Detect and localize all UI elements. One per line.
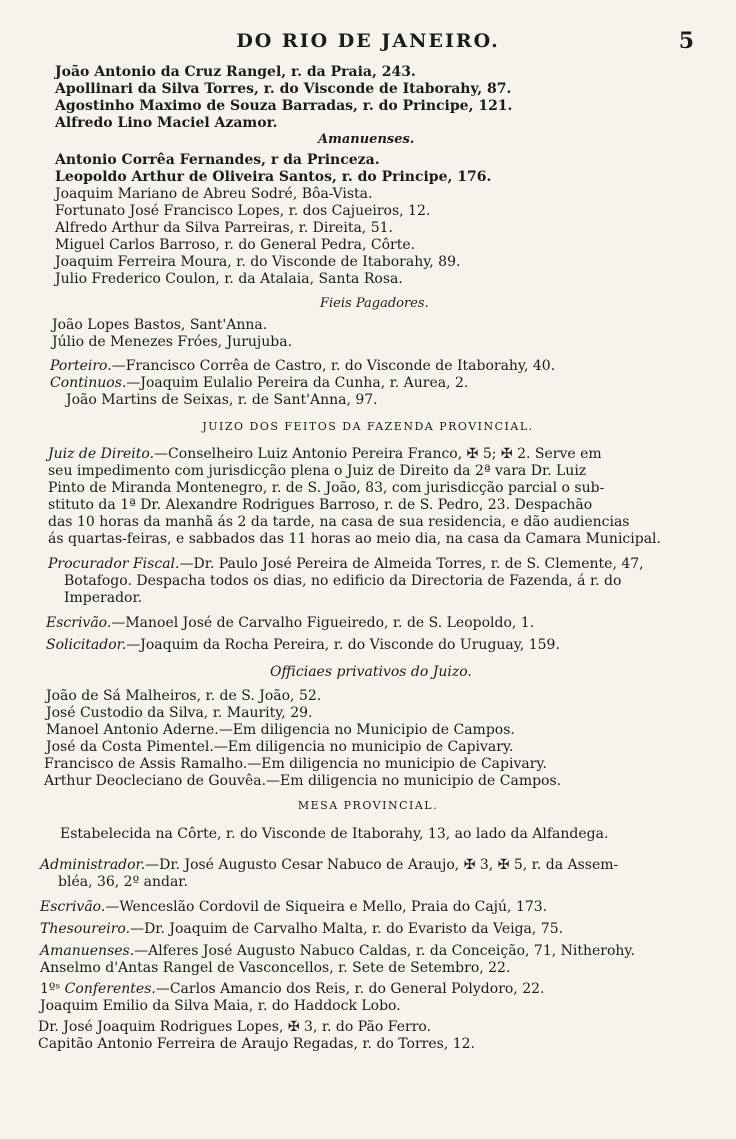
- list-item: Capitão Antonio Ferreira de Araujo Regadas, r. do Torres, 12.: [38, 1036, 475, 1052]
- paragraph-line: Botafogo. Despacha todos os dias, no edificio da Directoria de Fazenda, á r. do: [64, 573, 622, 589]
- entry-text: —Wenceslão Cordovil de Siqueira e Mello, Praia do Cajú, 173.: [105, 899, 548, 915]
- entry-juiz: [48, 446, 688, 462]
- entry-text: —Francisco Corrêa de Castro, r. do Visconde de Itaborahy, 40.: [111, 358, 556, 374]
- entry-solicitador: [46, 637, 560, 653]
- entry-amanuenses-mesa: [40, 943, 635, 959]
- entry-label: Escrivão.: [40, 899, 106, 915]
- paragraph-line: Pinto de Miranda Montenegro, r. de S. João, 83, com jurisdicção parcial o sub-: [48, 480, 605, 496]
- list-item: João Antonio da Cruz Rangel, r. da Praia, 243.: [55, 64, 416, 80]
- entry-label: Administrador.: [40, 857, 146, 873]
- list-item: João Lopes Bastos, Sant'Anna.: [52, 317, 268, 333]
- entry-label: Continuos.: [50, 375, 127, 391]
- running-title: DO RIO DE JANEIRO.: [236, 30, 500, 52]
- list-item: Francisco de Assis Ramalho.—Em diligencia no municipio de Capivary.: [44, 756, 547, 772]
- list-item: Alfredo Lino Maciel Azamor.: [55, 115, 278, 131]
- list-item: Dr. José Joaquim Rodrigues Lopes, ✠ 3, r. do Pão Ferro.: [38, 1019, 432, 1035]
- entry-text: —Manoel José de Carvalho Figueiredo, r. de S. Leopoldo, 1.: [111, 615, 535, 631]
- paragraph-line: ás quartas-feiras, e sabbados das 11 horas ao meio dia, na casa da Camara Municipal.: [48, 531, 661, 547]
- list-item: Antonio Corrêa Fernandes, r da Princeza.: [55, 152, 380, 168]
- entry-procurador: [48, 556, 644, 572]
- entry-text: —Conselheiro Luiz Antonio Pereira Franco, ✠ 5; ✠ 2. Serve em: [154, 446, 602, 462]
- section-heading-amanuenses: Amanuenses.: [318, 132, 415, 147]
- mesa-intro: Estabelecida na Côrte, r. do Visconde de Itaborahy, 13, ao lado da Alfandega.: [60, 826, 609, 842]
- entry-text: —Dr. Paulo José Pereira de Almeida Torres, r. de S. Clemente, 47,: [179, 556, 644, 572]
- entry-text: —Carlos Amancio dos Reis, r. do General Polydoro, 22.: [155, 981, 545, 997]
- entry-label: Thesoureiro.: [40, 921, 131, 937]
- entry-label: Solicitador.: [46, 637, 127, 653]
- list-item: Leopoldo Arthur de Oliveira Santos, r. do Principe, 176.: [55, 169, 492, 185]
- entry-prefix: 1ºˢ: [40, 981, 65, 997]
- list-item: Miguel Carlos Barroso, r. do General Pedra, Côrte.: [55, 237, 416, 253]
- entry-label: Amanuenses.: [40, 943, 135, 959]
- entry-label: Porteiro.: [50, 358, 112, 374]
- paragraph-line: stituto da 1ª Dr. Alexandre Rodrigues Barroso, r. de S. Pedro, 23. Despachão: [48, 497, 593, 513]
- section-heading-fieis: Fieis Pagadores.: [320, 296, 429, 311]
- page-number: 5: [678, 28, 694, 54]
- entry-text: —Dr. José Augusto Cesar Nabuco de Araujo, ✠ 3, ✠ 5, r. da Assem-: [145, 857, 619, 873]
- entry-text: —Joaquim Eulalio Pereira da Cunha, r. Aurea, 2.: [126, 375, 469, 391]
- list-item: João Martins de Seixas, r. de Sant'Anna, 97.: [66, 392, 378, 408]
- list-item: Alfredo Arthur da Silva Parreiras, r. Direita, 51.: [55, 220, 393, 236]
- paragraph-line: seu impedimento com jurisdicção plena o Juiz de Direito da 2ª vara Dr. Luiz: [48, 463, 587, 479]
- list-item: João de Sá Malheiros, r. de S. João, 52.: [46, 688, 322, 704]
- list-item: Júlio de Menezes Fróes, Jurujuba.: [52, 334, 293, 350]
- entry-text: —Dr. Joaquim de Carvalho Malta, r. do Evaristo da Veiga, 75.: [130, 921, 564, 937]
- paragraph-line: bléa, 36, 2º andar.: [58, 874, 188, 890]
- section-heading-juizo: JUIZO DOS FEITOS DA FAZENDA PROVINCIAL.: [202, 420, 534, 433]
- page-header: [0, 30, 736, 60]
- list-item: Fortunato José Francisco Lopes, r. dos Cajueiros, 12.: [55, 203, 431, 219]
- list-item: Joaquim Mariano de Abreu Sodré, Bôa-Vista.: [55, 186, 373, 202]
- list-item: Joaquim Ferreira Moura, r. do Visconde de Itaborahy, 89.: [55, 254, 461, 270]
- entry-escrivao-mesa: [40, 899, 547, 915]
- entry-label: Escrivão.: [46, 615, 112, 631]
- entry-label: Conferentes.: [64, 981, 156, 997]
- paragraph-line: das 10 horas da manhã ás 2 da tarde, na casa de sua residencia, e dão audiencias: [48, 514, 630, 530]
- entry-continuos: [50, 375, 468, 391]
- list-item: Apollinari da Silva Torres, r. do Visconde de Itaborahy, 87.: [55, 81, 512, 97]
- list-item: Julio Frederico Coulon, r. da Atalaia, Santa Rosa.: [55, 271, 403, 287]
- list-item: Agostinho Maximo de Souza Barradas, r. do Principe, 121.: [55, 98, 513, 114]
- section-heading-officiaes: Officiaes privativos do Juizo.: [270, 664, 472, 680]
- entry-text: —Alferes José Augusto Nabuco Caldas, r. da Conceição, 71, Nitherohy.: [134, 943, 635, 959]
- entry-label: Juiz de Direito.: [48, 446, 155, 462]
- list-item: José Custodio da Silva, r. Maurity, 29.: [46, 705, 313, 721]
- list-item: Joaquim Emilio da Silva Maia, r. do Haddock Lobo.: [40, 998, 401, 1014]
- entry-escrivao: [46, 615, 534, 631]
- paragraph-line: Imperador.: [64, 590, 143, 606]
- entry-thesoureiro: [40, 921, 563, 937]
- entry-text: —Joaquim da Rocha Pereira, r. do Visconde do Uruguay, 159.: [126, 637, 560, 653]
- entry-administrador: [40, 857, 618, 873]
- entry-porteiro: [50, 358, 555, 374]
- list-item: José da Costa Pimentel.—Em diligencia no municipio de Capivary.: [46, 739, 514, 755]
- list-item: Anselmo d'Antas Rangel de Vasconcellos, r. Sete de Setembro, 22.: [40, 960, 511, 976]
- section-heading-mesa: MESA PROVINCIAL.: [297, 799, 439, 812]
- entry-conferentes: [40, 981, 544, 997]
- list-item: Arthur Deocleciano de Gouvêa.—Em diligencia no municipio de Campos.: [44, 773, 562, 789]
- list-item: Manoel Antonio Aderne.—Em diligencia no Municipio de Campos.: [46, 722, 515, 738]
- entry-label: Procurador Fiscal.: [48, 556, 180, 572]
